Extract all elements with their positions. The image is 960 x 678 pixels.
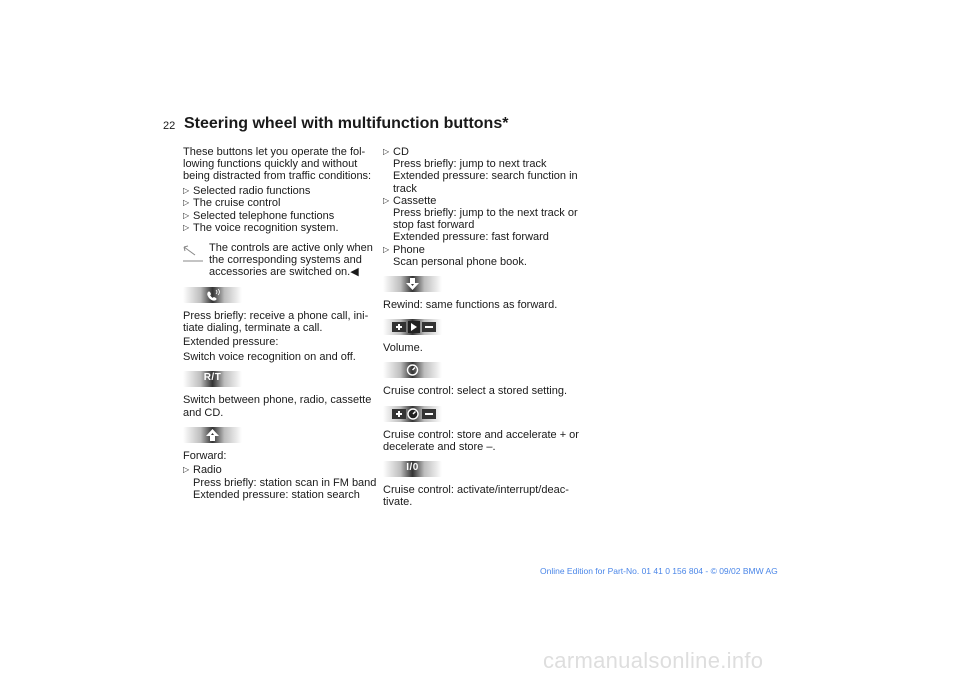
cassette-text-1: Press briefly: jump to the next track or stop fast forward [393, 207, 578, 232]
phone-voice-button [183, 287, 242, 303]
note-block [183, 242, 379, 279]
note-icon [183, 245, 203, 262]
note-text: The controls are active only when the corresponding systems and accessories are switched on. [209, 241, 373, 279]
cruise-accel-text: Cruise control: store and accelerate + or decelerate and store –. [383, 428, 579, 453]
phone-button-row [183, 287, 379, 303]
cruise-set-button-row [383, 406, 579, 422]
volume-button [383, 319, 442, 335]
cassette-text-2: Extended pressure: fast forward [393, 231, 549, 244]
cd-text-1: Press briefly: jump to next track [393, 158, 547, 171]
cruise-control-icon [383, 362, 442, 378]
cruise-resume-button-row [383, 362, 579, 378]
list-item [383, 195, 579, 244]
page-number: 22 [163, 120, 176, 132]
list-item: ▷ The cruise control [183, 197, 379, 209]
forward-list-continued [383, 146, 579, 268]
left-column [183, 146, 379, 504]
arrow-up-icon [183, 427, 242, 443]
phone-text-1: Press briefly: receive a phone call, ini-tiate dialing, terminate a call. [183, 309, 369, 334]
forward-button-row [183, 427, 379, 443]
phone-text-3: Switch voice recognition on and off. [183, 351, 356, 364]
cd-text-2: Extended pressure: search function in track [393, 170, 578, 195]
rt-text: Switch between phone, radio, cassette and CD. [183, 394, 372, 419]
volume-text: Volume. [383, 342, 423, 355]
rewind-text: Rewind: same functions as forward. [383, 299, 558, 312]
right-column [383, 146, 579, 511]
list-item [383, 244, 579, 268]
cruise-set-button [383, 406, 442, 422]
phone-text-2: Extended pressure: [183, 336, 279, 349]
cruise-io-label: I/0 [406, 462, 419, 474]
cruise-set-icon [383, 406, 442, 422]
functions-list [183, 185, 379, 234]
radio-text-1: Press briefly: station scan in FM band [193, 476, 377, 489]
cruise-resume-button [383, 362, 442, 378]
rewind-button-row [383, 276, 579, 292]
phone-list-text: Scan personal phone book. [393, 255, 527, 268]
cd-title: CD [393, 146, 409, 158]
volume-icon [383, 319, 442, 335]
rt-button-row [183, 371, 379, 387]
phone-list-title: Phone [393, 243, 425, 256]
arrow-down-icon [383, 276, 442, 292]
end-marker: ◀ [350, 266, 359, 279]
list-item: ▷ Selected telephone functions [183, 210, 379, 222]
radio-title: Radio [193, 464, 222, 477]
list-item: ▷ Selected radio functions [183, 185, 379, 197]
list-item [183, 464, 379, 501]
page-title: Steering wheel with multifunction buttons* [184, 115, 509, 132]
cruise-io-text: Cruise control: activate/interrupt/deac-tivate. [383, 484, 569, 509]
rt-button-label: R/T [203, 372, 222, 384]
cruise-io-button [383, 461, 442, 477]
list-item [383, 146, 579, 195]
watermark: carmanualsonline.info [543, 648, 764, 673]
cruise-stored-text: Cruise control: select a stored setting. [383, 385, 568, 398]
cassette-title: Cassette [393, 194, 437, 207]
list-item: ▷ The voice recognition system. [183, 222, 379, 234]
rewind-button [383, 276, 442, 292]
rt-button [183, 371, 242, 387]
forward-button [183, 427, 242, 443]
forward-label: Forward: [183, 449, 227, 462]
radio-text-2: Extended pressure: station search [193, 488, 360, 501]
intro-text: These buttons let you operate the fol-lowing functions quickly and without being distracted from traffic conditions: [183, 146, 372, 183]
cruise-io-button-row [383, 461, 579, 477]
footer-text: Online Edition for Part-No. 01 41 0 156 804 - © 09/02 BMW AG [540, 566, 778, 576]
volume-button-row [383, 319, 579, 335]
forward-list [183, 464, 379, 501]
phone-icon [183, 287, 242, 303]
